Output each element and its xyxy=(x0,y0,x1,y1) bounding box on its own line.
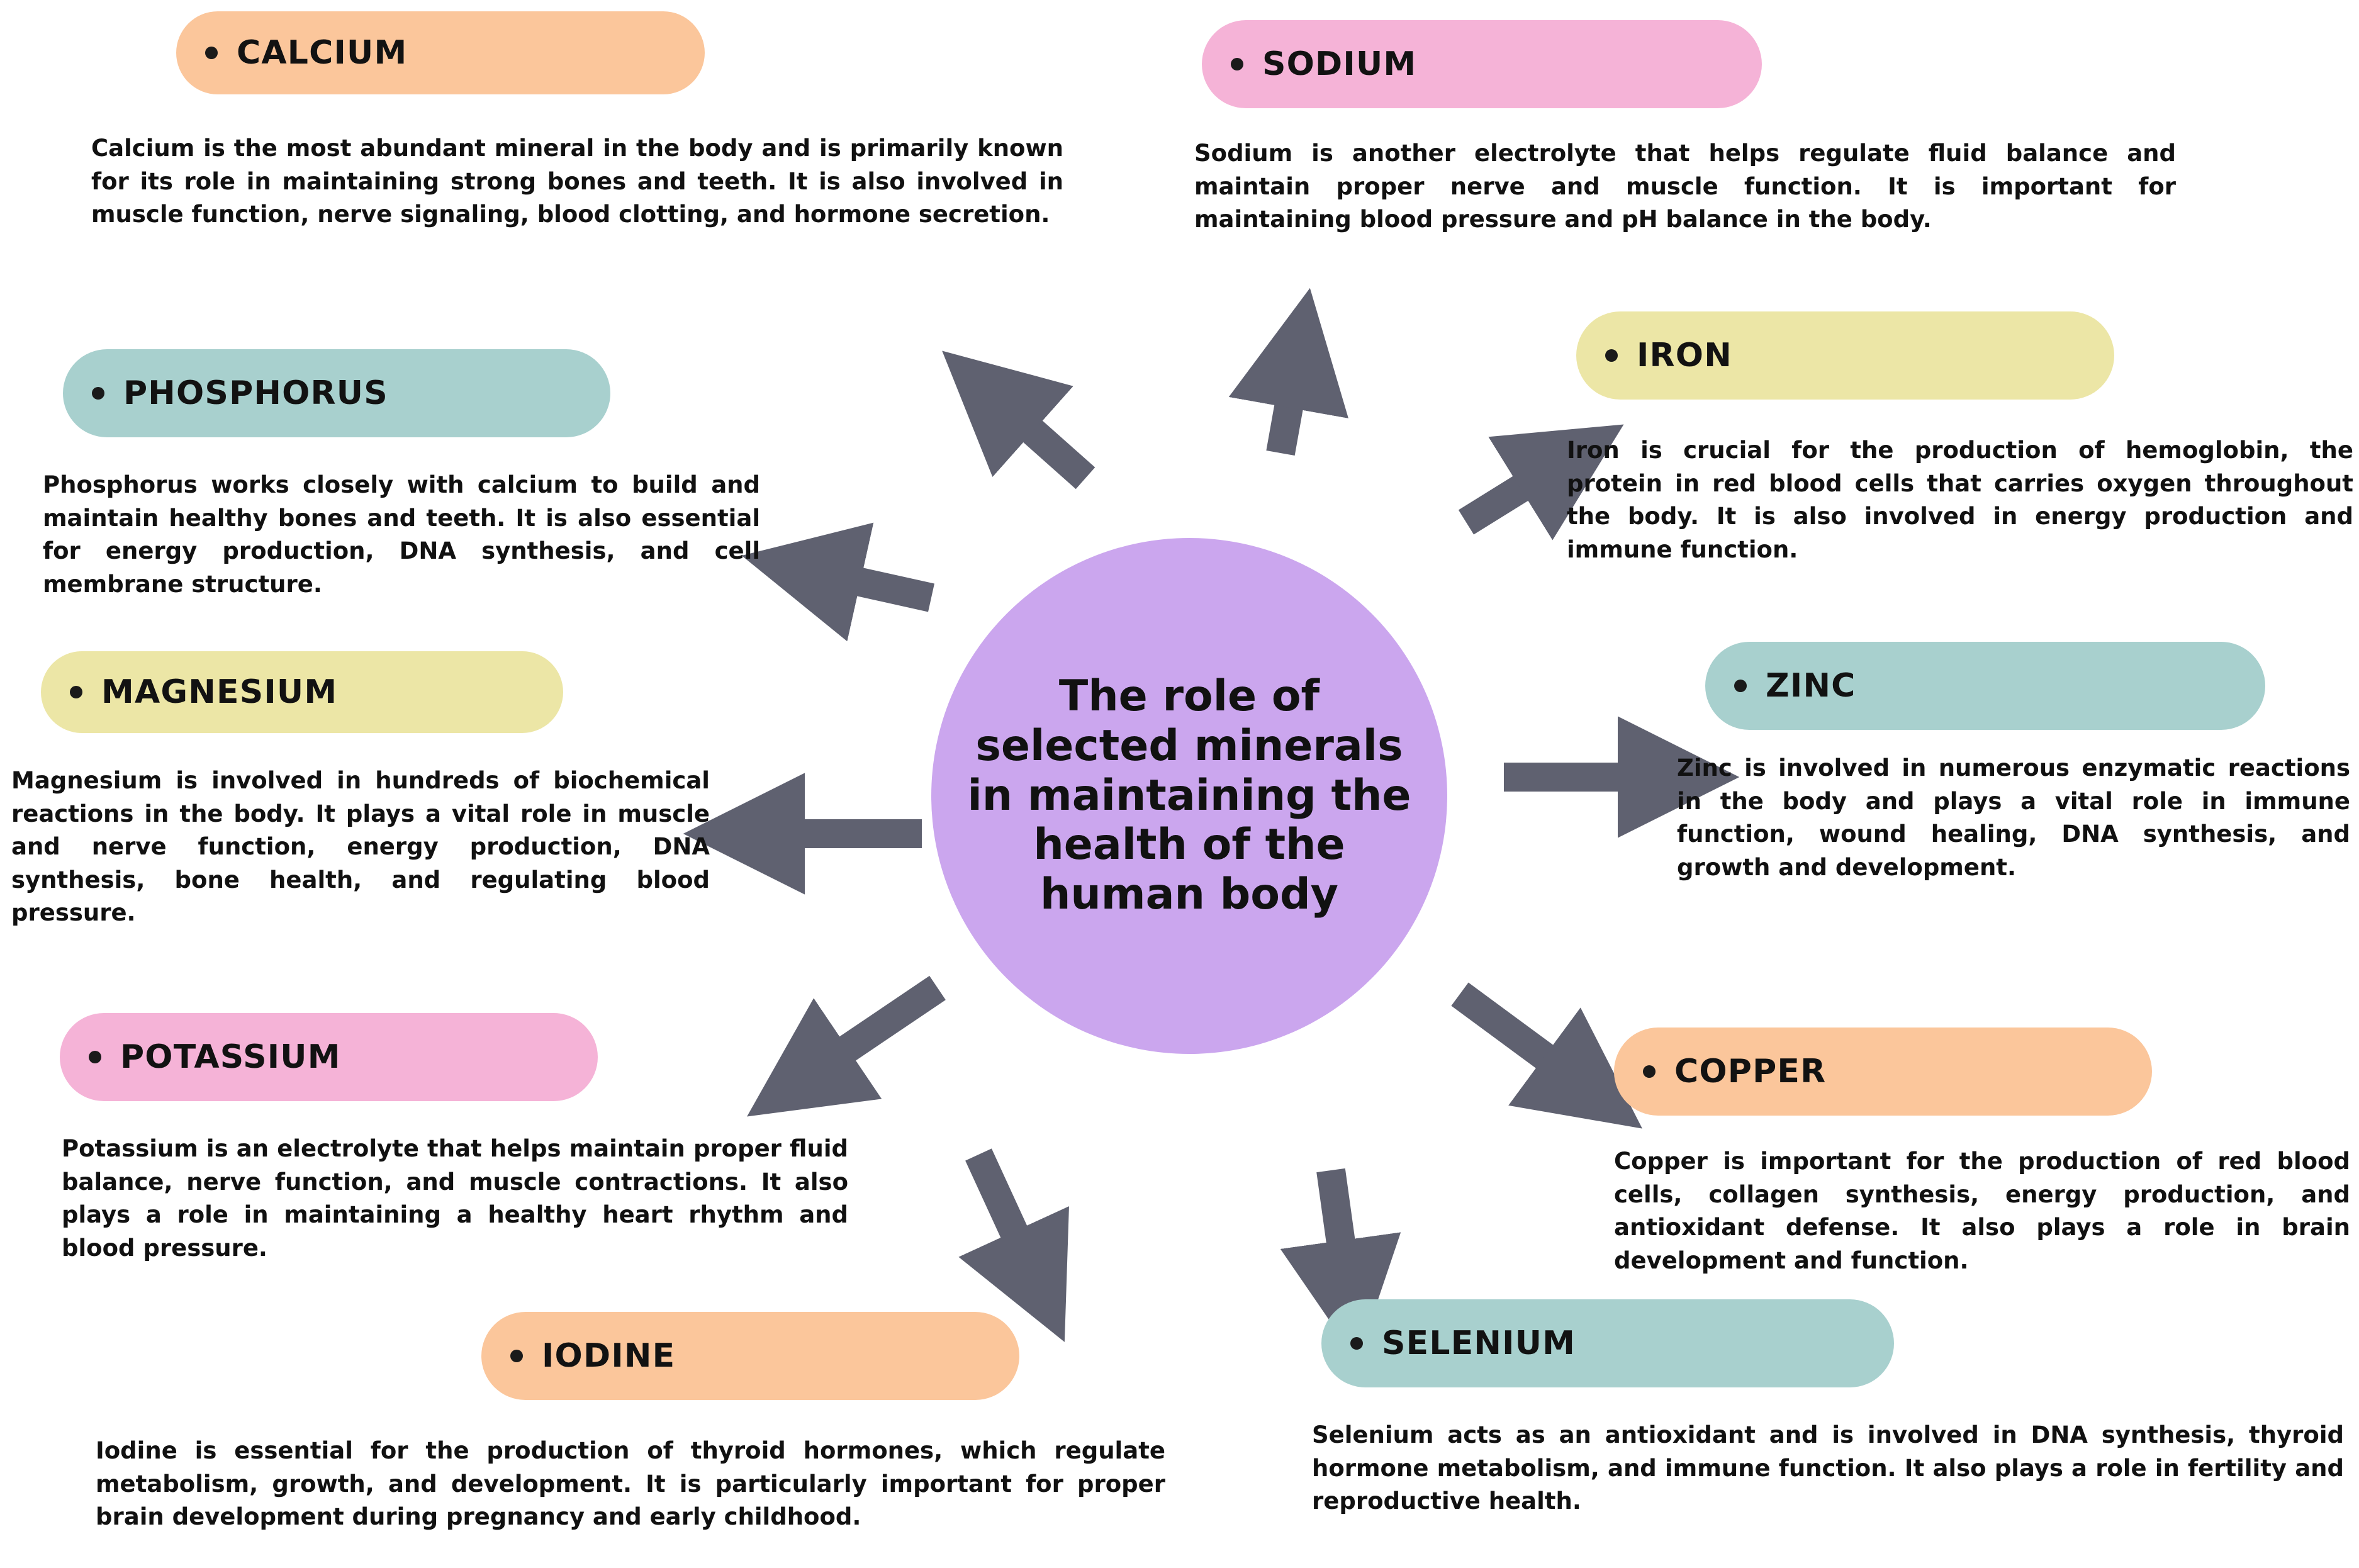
node-label-selenium: SELENIUM xyxy=(1382,1324,1576,1362)
bullet-icon xyxy=(89,1051,101,1063)
node-pill-potassium[interactable] xyxy=(60,1013,598,1101)
bullet-icon xyxy=(92,387,104,400)
arrow-iodine-down xyxy=(978,1155,1032,1271)
node-label-iron: IRON xyxy=(1637,337,1732,374)
arrow-phosphorus-upleft xyxy=(1000,403,1085,478)
node-label-zinc: ZINC xyxy=(1766,667,1856,705)
node-label-iodine: IODINE xyxy=(542,1337,676,1375)
node-pill-calcium[interactable] xyxy=(176,11,705,94)
node-label-calcium: CALCIUM xyxy=(237,34,408,72)
node-label-sodium: SODIUM xyxy=(1262,45,1417,83)
node-label-magnesium: MAGNESIUM xyxy=(101,673,338,711)
node-pill-copper[interactable] xyxy=(1614,1028,2152,1116)
node-pill-iron[interactable] xyxy=(1576,311,2114,400)
node-label-potassium: POTASSIUM xyxy=(120,1038,341,1076)
bullet-icon xyxy=(1643,1065,1656,1078)
arrow-selenium-down xyxy=(1331,1170,1347,1284)
node-description-calcium: Calcium is the most abundant mineral in the body and is primarily known for its role in maintaining strong bones and teeth. It is also involved in muscle function, nerve signaling, blood clotting, and hormone secretion. xyxy=(91,135,1063,228)
node-pill-zinc[interactable] xyxy=(1705,642,2265,730)
bullet-icon xyxy=(1231,58,1243,70)
center-node-title: The role of selected minerals in maintaining the health of the human body xyxy=(967,671,1411,920)
arrow-potassium-downleft xyxy=(812,988,938,1073)
node-description-sodium: Sodium is another electrolyte that helps regulate fluid balance and maintain proper nerve and muscle function. It is important for maintaining blood pressure and pH balance in the body. xyxy=(1194,140,2176,233)
node-pill-iodine[interactable] xyxy=(481,1312,1019,1400)
arrow-iron-upright xyxy=(1466,466,1557,522)
center-node xyxy=(931,538,1447,1054)
arrow-copper-downright xyxy=(1460,994,1579,1082)
node-description-magnesium: Magnesium is involved in hundreds of biochemical reactions in the body. It plays a vital role in muscle and nerve function, energy production, DNA synthesis, bone health, and regulating blood pressure. xyxy=(11,767,710,927)
node-pill-magnesium[interactable] xyxy=(41,651,563,733)
node-description-selenium: Selenium acts as an antioxidant and is involved in DNA synthesis, thyroid hormone metabolism, and immune function. It also plays a role in fertility and reproductive health. xyxy=(1312,1421,2344,1515)
node-pill-selenium[interactable] xyxy=(1321,1299,1894,1387)
node-description-copper: Copper is important for the production of red blood cells, collagen synthesis, energy production, and antioxidant defense. It also plays a role in brain development and function. xyxy=(1614,1148,2350,1274)
node-description-potassium: Potassium is an electrolyte that helps maintain proper fluid balance, nerve function, and muscle contractions. It also plays a role in maintaining a healthy heart rhythm and blood pressure. xyxy=(62,1135,848,1262)
node-pill-phosphorus[interactable] xyxy=(63,349,610,437)
bullet-icon xyxy=(1350,1337,1363,1350)
arrow-sodium-up xyxy=(1280,365,1296,453)
bullet-icon xyxy=(205,47,218,59)
node-description-zinc: Zinc is involved in numerous enzymatic reactions in the body and plays a vital role in immune function, wound healing, DNA synthesis, and growth and development. xyxy=(1677,754,2350,881)
bullet-icon xyxy=(70,686,82,698)
bullet-icon xyxy=(1734,680,1747,692)
node-label-phosphorus: PHOSPHORUS xyxy=(123,374,388,412)
node-label-copper: COPPER xyxy=(1674,1053,1827,1090)
node-description-iron: Iron is crucial for the production of hemoglobin, the protein in red blood cells that carries oxygen throughout the body. It is also involved in energy production and immune function. xyxy=(1567,437,2353,563)
bullet-icon xyxy=(1605,349,1618,362)
node-description-phosphorus: Phosphorus works closely with calcium to build and maintain healthy bones and teeth. It is also essential for energy production, DNA synthesis, and cell membrane structure. xyxy=(43,471,760,598)
node-description-iodine: Iodine is essential for the production of thyroid hormones, which regulate metabolism, growth, and development. It is particularly important for proper brain development during pregnancy and early childhood. xyxy=(96,1437,1165,1531)
node-pill-sodium[interactable] xyxy=(1202,20,1762,108)
bullet-icon xyxy=(510,1350,523,1362)
arrow-left-upper xyxy=(818,573,931,598)
